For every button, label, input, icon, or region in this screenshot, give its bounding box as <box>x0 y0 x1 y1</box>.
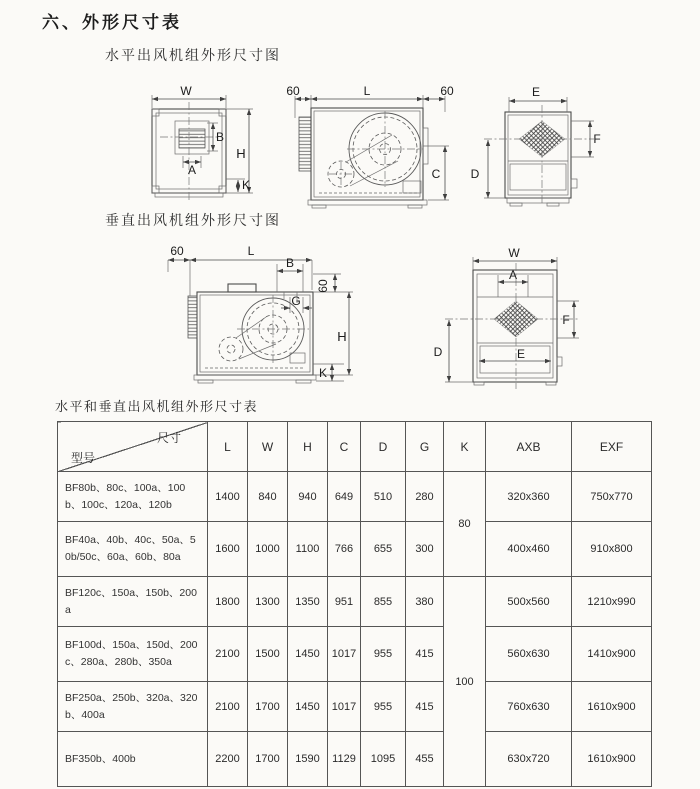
dim-label-d: D <box>433 345 443 359</box>
table-row <box>58 472 652 522</box>
diagram-vertical-end-view <box>434 246 579 389</box>
model-cell: BF100d、150a、150d、200c、280a、280b、350a <box>58 627 208 682</box>
diagram-horizontal-side-view <box>286 84 454 208</box>
dim-label-f: F <box>593 132 601 146</box>
value-l: 1800 <box>208 577 248 627</box>
col-header-g: G <box>406 422 444 472</box>
value-axb: 320x360 <box>486 472 572 522</box>
value-w: 1300 <box>248 577 288 627</box>
dim-label-b: B <box>285 256 295 270</box>
value-g: 455 <box>406 732 444 787</box>
col-header-l: L <box>208 422 248 472</box>
model-cell: BF250a、250b、320a、320b、400a <box>58 682 208 732</box>
value-c: 951 <box>328 577 361 627</box>
value-w: 1700 <box>248 732 288 787</box>
value-l: 1400 <box>208 472 248 522</box>
dim-label-60-top: 60 <box>316 279 330 293</box>
value-exf: 1610x900 <box>572 682 652 732</box>
table-row <box>58 577 652 627</box>
table-row <box>58 732 652 787</box>
model-cell: BF350b、400b <box>58 732 208 787</box>
dimensions-table <box>57 421 652 787</box>
value-w: 1500 <box>248 627 288 682</box>
col-header-d: D <box>361 422 406 472</box>
value-axb: 400x460 <box>486 522 572 577</box>
dim-label-k: K <box>318 366 328 380</box>
value-l: 2200 <box>208 732 248 787</box>
value-d: 955 <box>361 627 406 682</box>
dim-label-a: A <box>187 163 197 177</box>
dim-label-b: B <box>215 130 225 144</box>
value-l: 1600 <box>208 522 248 577</box>
value-axb: 760x630 <box>486 682 572 732</box>
dim-label-w: W <box>508 246 520 260</box>
value-d: 1095 <box>361 732 406 787</box>
value-g: 415 <box>406 627 444 682</box>
value-h: 940 <box>288 472 328 522</box>
dim-label-k: K <box>241 178 251 192</box>
horizontal-section-title: 水平出风机组外形尺寸图 <box>105 47 281 63</box>
table-row <box>58 627 652 682</box>
header-dim-label: 尺寸 <box>156 431 181 445</box>
diagram-horizontal-front-view <box>152 84 253 201</box>
value-l: 2100 <box>208 627 248 682</box>
table-row <box>58 682 652 732</box>
value-exf: 1210x990 <box>572 577 652 627</box>
value-g: 380 <box>406 577 444 627</box>
dim-label-e: E <box>516 347 526 361</box>
value-d: 855 <box>361 577 406 627</box>
value-c: 649 <box>328 472 361 522</box>
diagram-horizontal-end-view <box>471 85 601 206</box>
value-g: 415 <box>406 682 444 732</box>
dim-label-w: W <box>180 84 192 98</box>
page-title: 六、外形尺寸表 <box>42 13 182 32</box>
value-c: 1017 <box>328 682 361 732</box>
vertical-section-title: 垂直出风机组外形尺寸图 <box>105 212 281 228</box>
dim-label-60-left: 60 <box>286 84 300 98</box>
header-model-label: 型号 <box>71 451 96 465</box>
value-d: 510 <box>361 472 406 522</box>
value-g: 280 <box>406 472 444 522</box>
value-exf: 910x800 <box>572 522 652 577</box>
value-exf: 750x770 <box>572 472 652 522</box>
value-d: 955 <box>361 682 406 732</box>
dim-label-h: H <box>236 146 246 161</box>
model-cell: BF120c、150a、150b、200a <box>58 577 208 627</box>
dim-label-g: G <box>291 294 301 308</box>
value-l: 2100 <box>208 682 248 732</box>
dim-label-a: A <box>508 268 518 282</box>
header-diagonal-cell <box>58 422 208 472</box>
col-header-exf: EXF <box>572 422 652 472</box>
value-c: 1129 <box>328 732 361 787</box>
value-w: 840 <box>248 472 288 522</box>
value-h: 1450 <box>288 627 328 682</box>
value-axb: 560x630 <box>486 627 572 682</box>
value-c: 1017 <box>328 627 361 682</box>
dim-label-h: H <box>337 329 347 344</box>
dim-label-l: L <box>247 244 255 258</box>
dim-label-60-right: 60 <box>440 84 454 98</box>
value-h: 1350 <box>288 577 328 627</box>
col-header-axb: AXB <box>486 422 572 472</box>
table-title: 水平和垂直出风机组外形尺寸表 <box>55 399 259 414</box>
value-w: 1000 <box>248 522 288 577</box>
value-c: 766 <box>328 522 361 577</box>
col-header-h: H <box>288 422 328 472</box>
value-h: 1450 <box>288 682 328 732</box>
diagram-vertical-side-view <box>168 244 353 383</box>
dim-label-60-left: 60 <box>170 244 184 258</box>
value-h: 1100 <box>288 522 328 577</box>
col-header-k: K <box>444 422 486 472</box>
dim-label-l: L <box>363 84 371 98</box>
value-d: 655 <box>361 522 406 577</box>
value-axb: 630x720 <box>486 732 572 787</box>
value-exf: 1610x900 <box>572 732 652 787</box>
dim-label-c: C <box>431 167 441 181</box>
value-g: 300 <box>406 522 444 577</box>
dim-label-e: E <box>531 85 541 99</box>
model-cell: BF40a、40b、40c、50a、50b/50c、60a、60b、80a <box>58 522 208 577</box>
value-k-merged: 80 <box>444 472 486 577</box>
table-header-row <box>58 422 652 472</box>
value-h: 1590 <box>288 732 328 787</box>
value-k-merged: 100 <box>444 577 486 787</box>
value-exf: 1410x900 <box>572 627 652 682</box>
value-w: 1700 <box>248 682 288 732</box>
dim-label-d: D <box>470 167 480 181</box>
col-header-w: W <box>248 422 288 472</box>
col-header-c: C <box>328 422 361 472</box>
model-cell: BF80b、80c、100a、100b、100c、120a、120b <box>58 472 208 522</box>
table-row <box>58 522 652 577</box>
value-axb: 500x560 <box>486 577 572 627</box>
dim-label-f: F <box>562 313 570 327</box>
